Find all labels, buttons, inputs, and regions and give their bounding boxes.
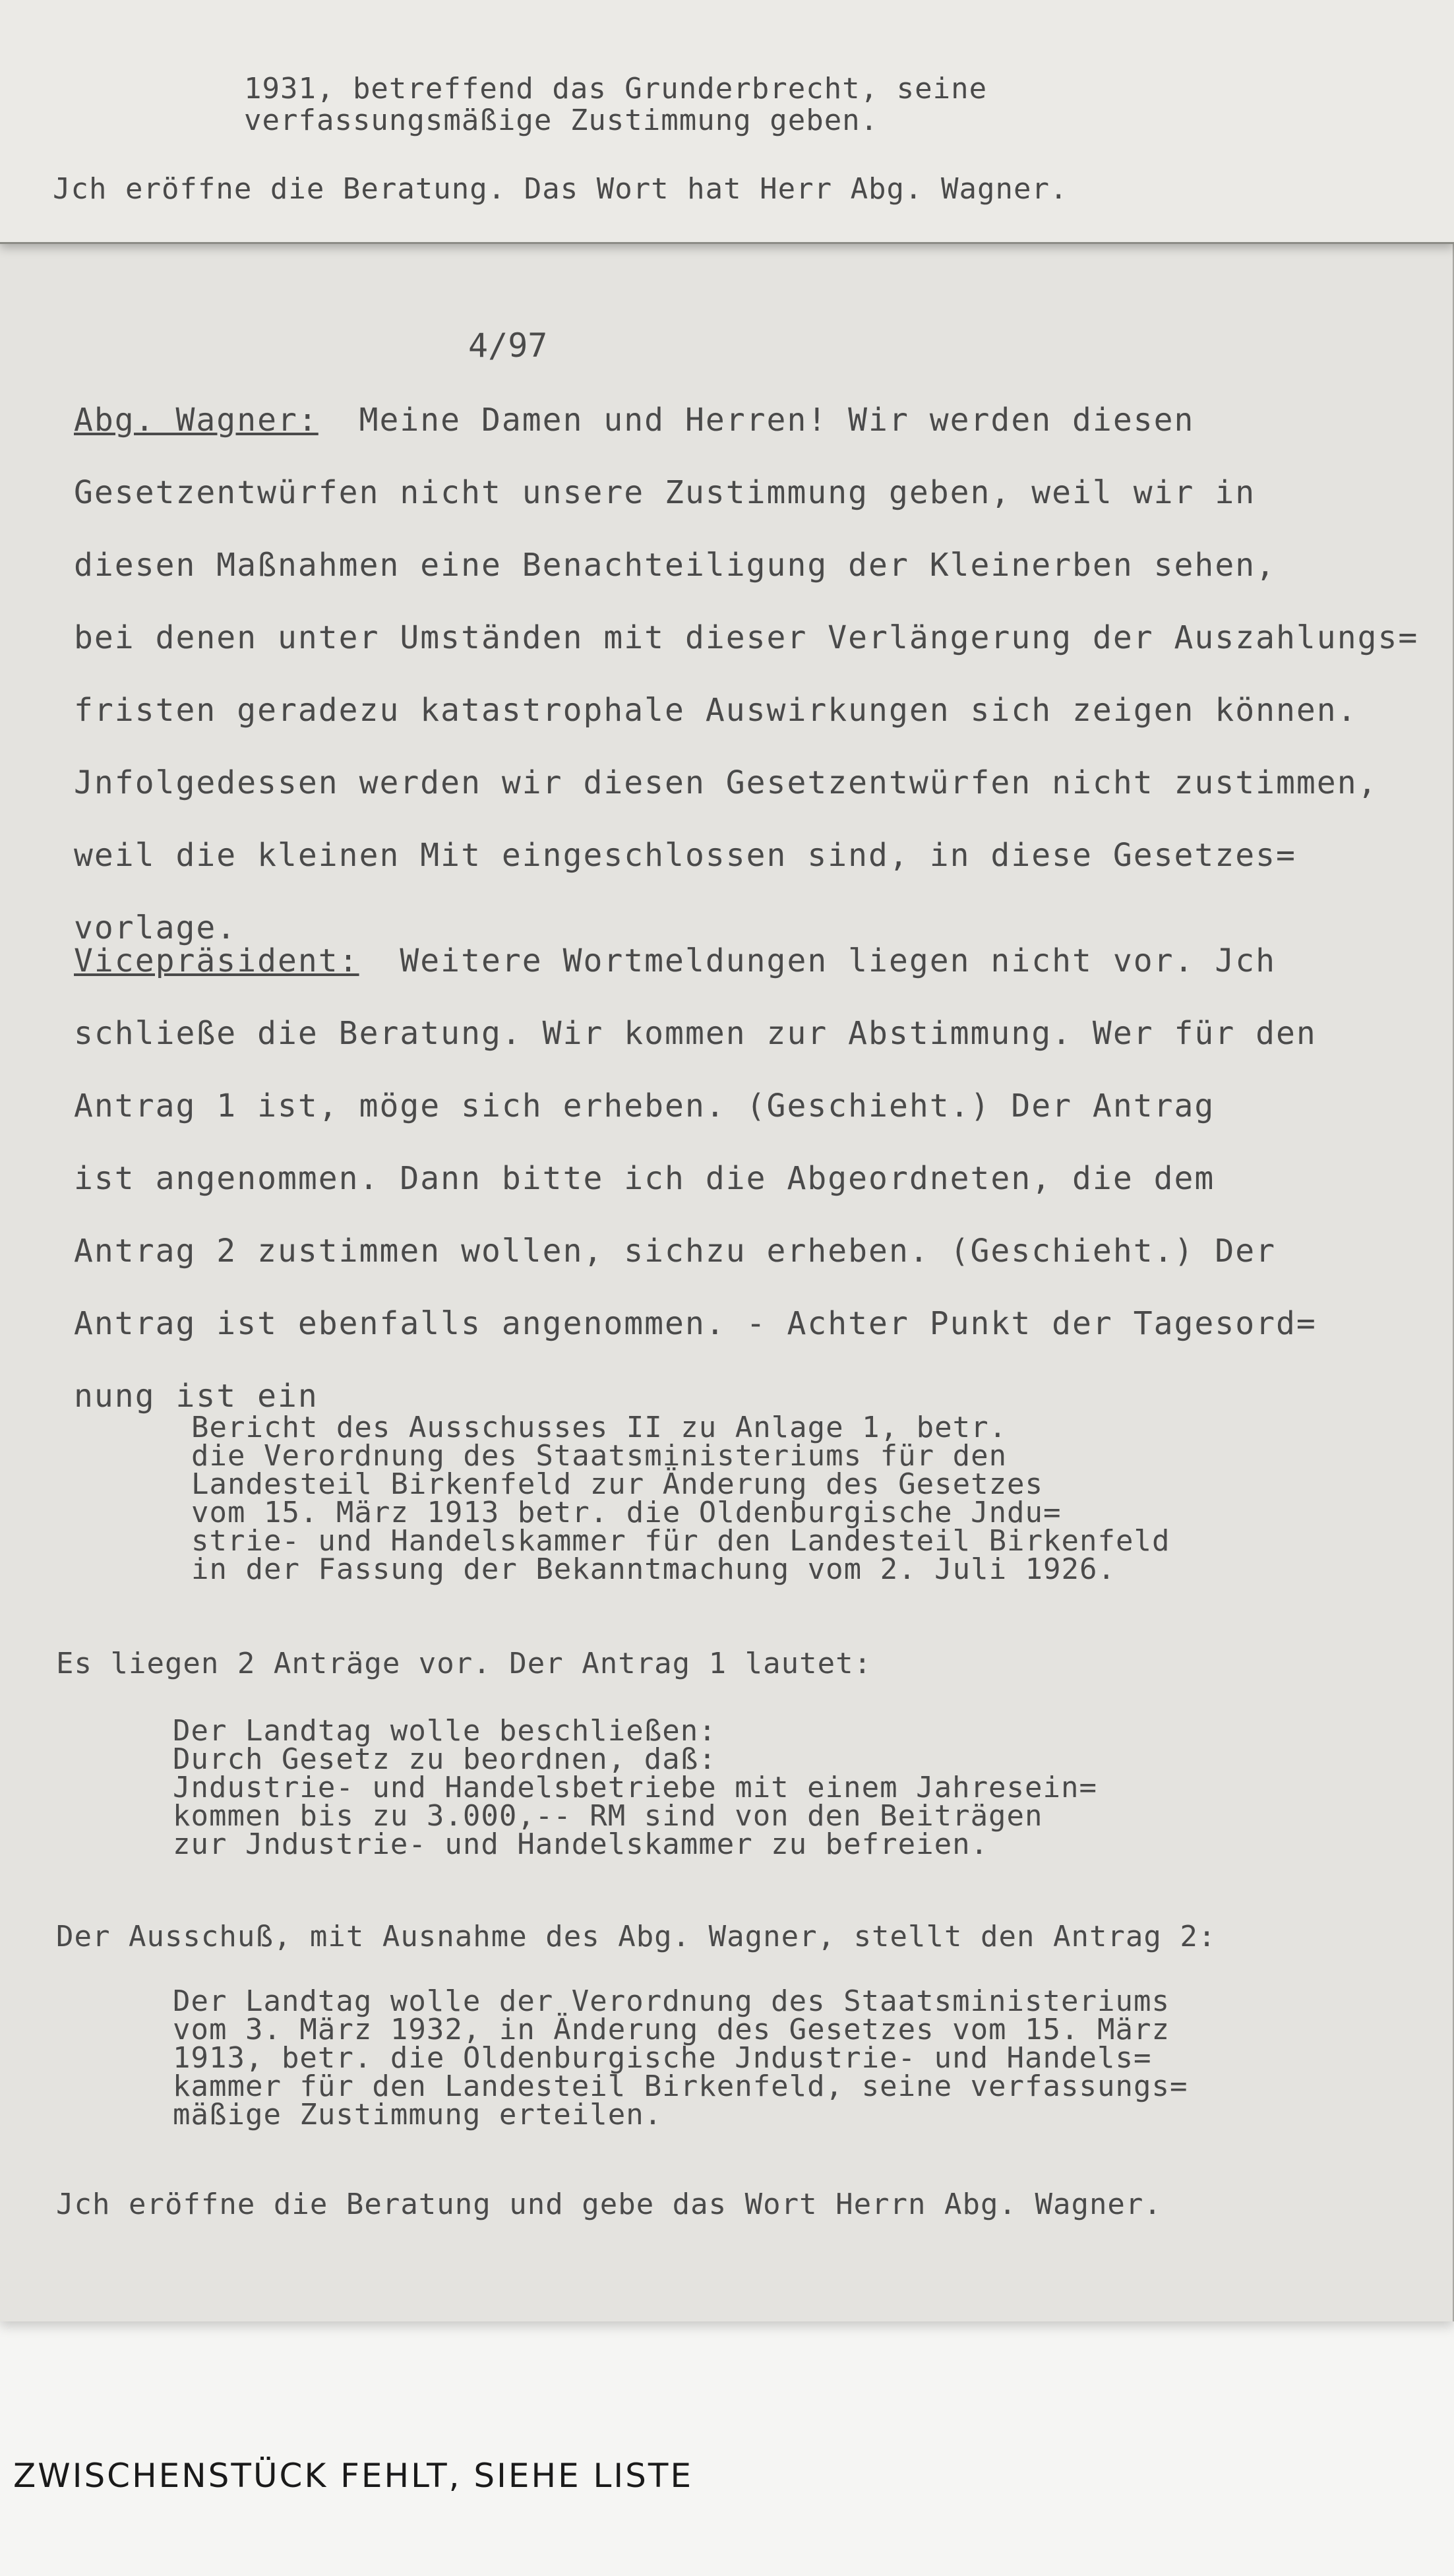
wagner-line: Jnfolgedessen werden wir diesen Gesetzentwürfen nicht zustimmen, xyxy=(74,764,1378,801)
page-number: 4/97 xyxy=(468,326,548,365)
ausschuss-line: Der Ausschuß, mit Ausnahme des Abg. Wagner, stellt den Antrag 2: xyxy=(56,1920,1217,1953)
report-line: strie- und Handelskammer für den Landesteil Birkenfeld xyxy=(191,1524,1170,1558)
vice-line: Antrag 2 zustimmen wollen, sichzu erheben. (Geschieht.) Der xyxy=(74,1233,1277,1270)
closing-line: Jch eröffne die Beratung und gebe das Wort Herrn Abg. Wagner. xyxy=(56,2188,1162,2221)
wagner-line: vorlage. xyxy=(74,909,237,946)
report-line: vom 15. März 1913 betr. die Oldenburgische Jndu= xyxy=(191,1496,1062,1529)
report-line: Landesteil Birkenfeld zur Änderung des Gesetzes xyxy=(191,1467,1044,1501)
wagner-line: diesen Maßnahmen eine Benachteiligung der Kleinerben sehen, xyxy=(74,547,1277,584)
antrag1-line: Jndustrie- und Handelsbetriebe mit einem Jahresein= xyxy=(173,1771,1098,1804)
report-line: Bericht des Ausschusses II zu Anlage 1, betr. xyxy=(191,1411,1008,1444)
report-line: die Verordnung des Staatsministeriums für den xyxy=(191,1439,1008,1473)
antrag1-line: Durch Gesetz zu beordnen, daß: xyxy=(173,1742,717,1776)
vice-line: Antrag 1 ist, möge sich erheben. (Geschieht.) Der Antrag xyxy=(74,1088,1215,1124)
top-line-2: verfassungsmäßige Zustimmung geben. xyxy=(244,104,879,137)
top-line-1: 1931, betreffend das Grunderbrecht, seine xyxy=(244,72,988,106)
antrag2-line: mäßige Zustimmung erteilen. xyxy=(173,2098,663,2131)
antrag1-line: kommen bis zu 3.000,-- RM sind von den Beiträgen xyxy=(173,1799,1043,1833)
vice-first-line-rest: Weitere Wortmeldungen liegen nicht vor. Jch xyxy=(359,942,1277,979)
wagner-line: weil die kleinen Mit eingeschlossen sind, in diese Gesetzes= xyxy=(74,837,1296,874)
vice-line: schließe die Beratung. Wir kommen zur Abstimmung. Wer für den xyxy=(74,1015,1317,1052)
antraege-intro: Es liegen 2 Anträge vor. Der Antrag 1 lautet: xyxy=(56,1647,872,1680)
antrag2-line: Der Landtag wolle der Verordnung des Staatsministeriums xyxy=(173,1984,1170,2018)
antrag2-line: vom 3. März 1932, in Änderung des Gesetzes vom 15. März xyxy=(173,2013,1170,2046)
speaker-wagner: Abg. Wagner: xyxy=(74,402,318,439)
wagner-first-line xyxy=(74,404,1194,437)
vice-line: ist angenommen. Dann bitte ich die Abgeordneten, die dem xyxy=(74,1160,1215,1197)
antrag1-line: zur Jndustrie- und Handelskammer zu befreien. xyxy=(173,1827,989,1861)
bottom-note: ZWISCHENSTÜCK FEHLT, SIEHE LISTE xyxy=(13,2457,694,2495)
vice-first-line-text xyxy=(74,944,1276,977)
report-line: in der Fassung der Bekanntmachung vom 2. Juli 1926. xyxy=(191,1552,1116,1586)
vice-line: Antrag ist ebenfalls angenommen. - Achter Punkt der Tagesord= xyxy=(74,1305,1317,1342)
wagner-first-line-rest: Meine Damen und Herren! Wir werden diesen xyxy=(318,402,1195,439)
speaker-vicepraesident: Vicepräsident: xyxy=(74,942,359,979)
antrag2-line: 1913, betr. die Oldenburgische Jndustrie- und Handels= xyxy=(173,2041,1152,2075)
vice-line: nung ist ein xyxy=(74,1378,318,1415)
wagner-line: fristen geradezu katastrophale Auswirkungen sich zeigen können. xyxy=(74,692,1358,729)
wagner-line: bei denen unter Umständen mit dieser Verlängerung der Auszahlungs= xyxy=(74,619,1419,656)
wagner-line: Gesetzentwürfen nicht unsere Zustimmung geben, weil wir in xyxy=(74,474,1256,511)
antrag2-line: kammer für den Landesteil Birkenfeld, seine verfassungs= xyxy=(173,2070,1188,2103)
antrag1-line: Der Landtag wolle beschließen: xyxy=(173,1714,717,1748)
top-line-3: Jch eröffne die Beratung. Das Wort hat Herr Abg. Wagner. xyxy=(53,172,1068,206)
